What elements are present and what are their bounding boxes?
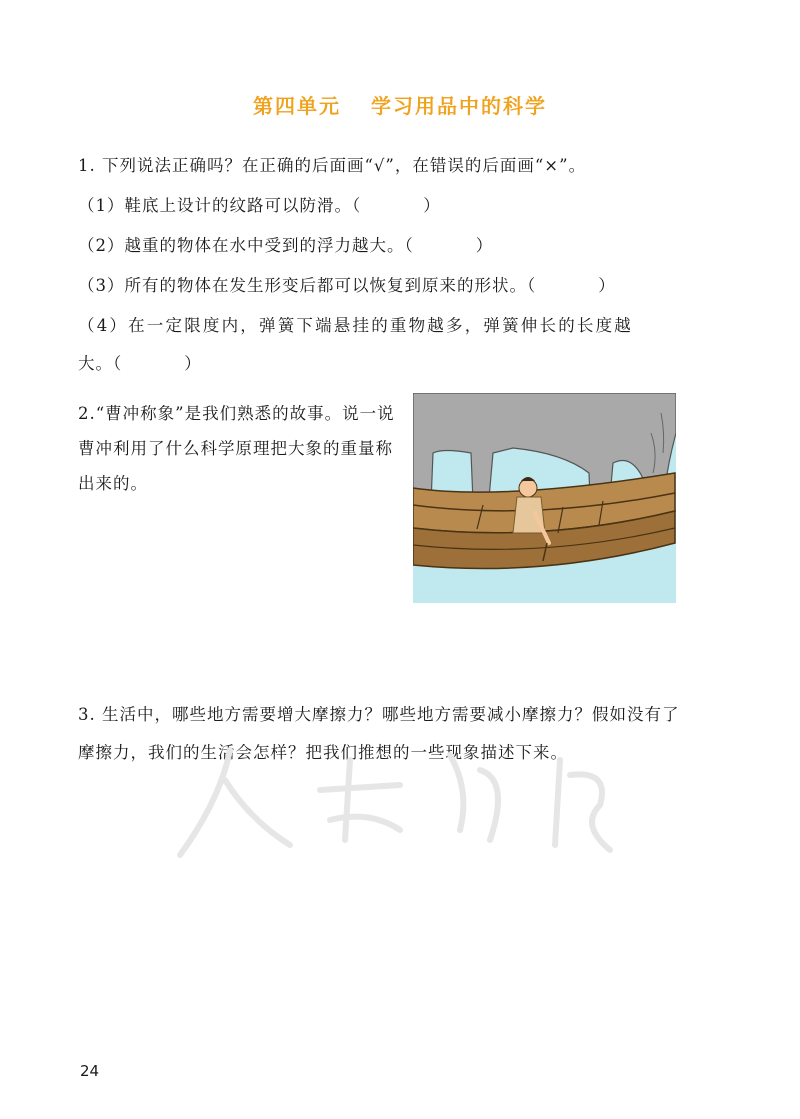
item-4-open-paren: （ bbox=[113, 354, 123, 373]
question-1-item-4-line-2 bbox=[78, 350, 202, 374]
question-1-item-3 bbox=[78, 272, 616, 296]
question-3-text: 3. 生活中，哪些地方需要增大摩擦力？哪些地方需要减小摩擦力？假如没有了摩擦力，我们的生活会怎样？把我们推想的一些现象描述下来。 bbox=[78, 705, 680, 762]
page-number: 24 bbox=[80, 1062, 100, 1080]
question-1-item-4-line-1: （4）在一定限度内，弹簧下端悬挂的重物越多，弹簧伸长的长度越 bbox=[78, 316, 633, 335]
item-1-close-paren: ） bbox=[423, 196, 441, 215]
question-1-item-2 bbox=[78, 232, 493, 256]
question-1-item-1 bbox=[78, 192, 441, 216]
publisher-watermark bbox=[170, 730, 650, 870]
question-1-stem: 1. 下列说法正确吗？在正确的后面画“√”，在错误的后面画“×”。 bbox=[78, 156, 587, 175]
item-3-close-paren: ） bbox=[598, 276, 616, 295]
item-1-open-paren: （ bbox=[352, 196, 362, 215]
item-1-text: （1）鞋底上设计的纹路可以防滑。 bbox=[78, 196, 352, 215]
item-4-text: 大。 bbox=[78, 354, 113, 373]
unit-title-right: 学习用品中的科学 bbox=[371, 94, 547, 118]
unit-title bbox=[0, 90, 800, 119]
unit-title-left: 第四单元 bbox=[253, 94, 341, 118]
item-3-text: （3）所有的物体在发生形变后都可以恢复到原来的形状。 bbox=[78, 276, 527, 295]
item-2-open-paren: （ bbox=[404, 236, 414, 255]
item-2-close-paren: ） bbox=[475, 236, 494, 255]
item-2-text: （2）越重的物体在水中受到的浮力越大。 bbox=[78, 236, 405, 255]
cao-chong-weighing-elephant-illustration bbox=[413, 393, 676, 603]
item-3-open-paren: （ bbox=[527, 276, 537, 295]
question-2-text: 2.“曹冲称象”是我们熟悉的故事。说一说曹冲利用了什么科学原理把大象的重量称出来的。 bbox=[78, 404, 395, 493]
item-4-close-paren: ） bbox=[184, 354, 202, 373]
